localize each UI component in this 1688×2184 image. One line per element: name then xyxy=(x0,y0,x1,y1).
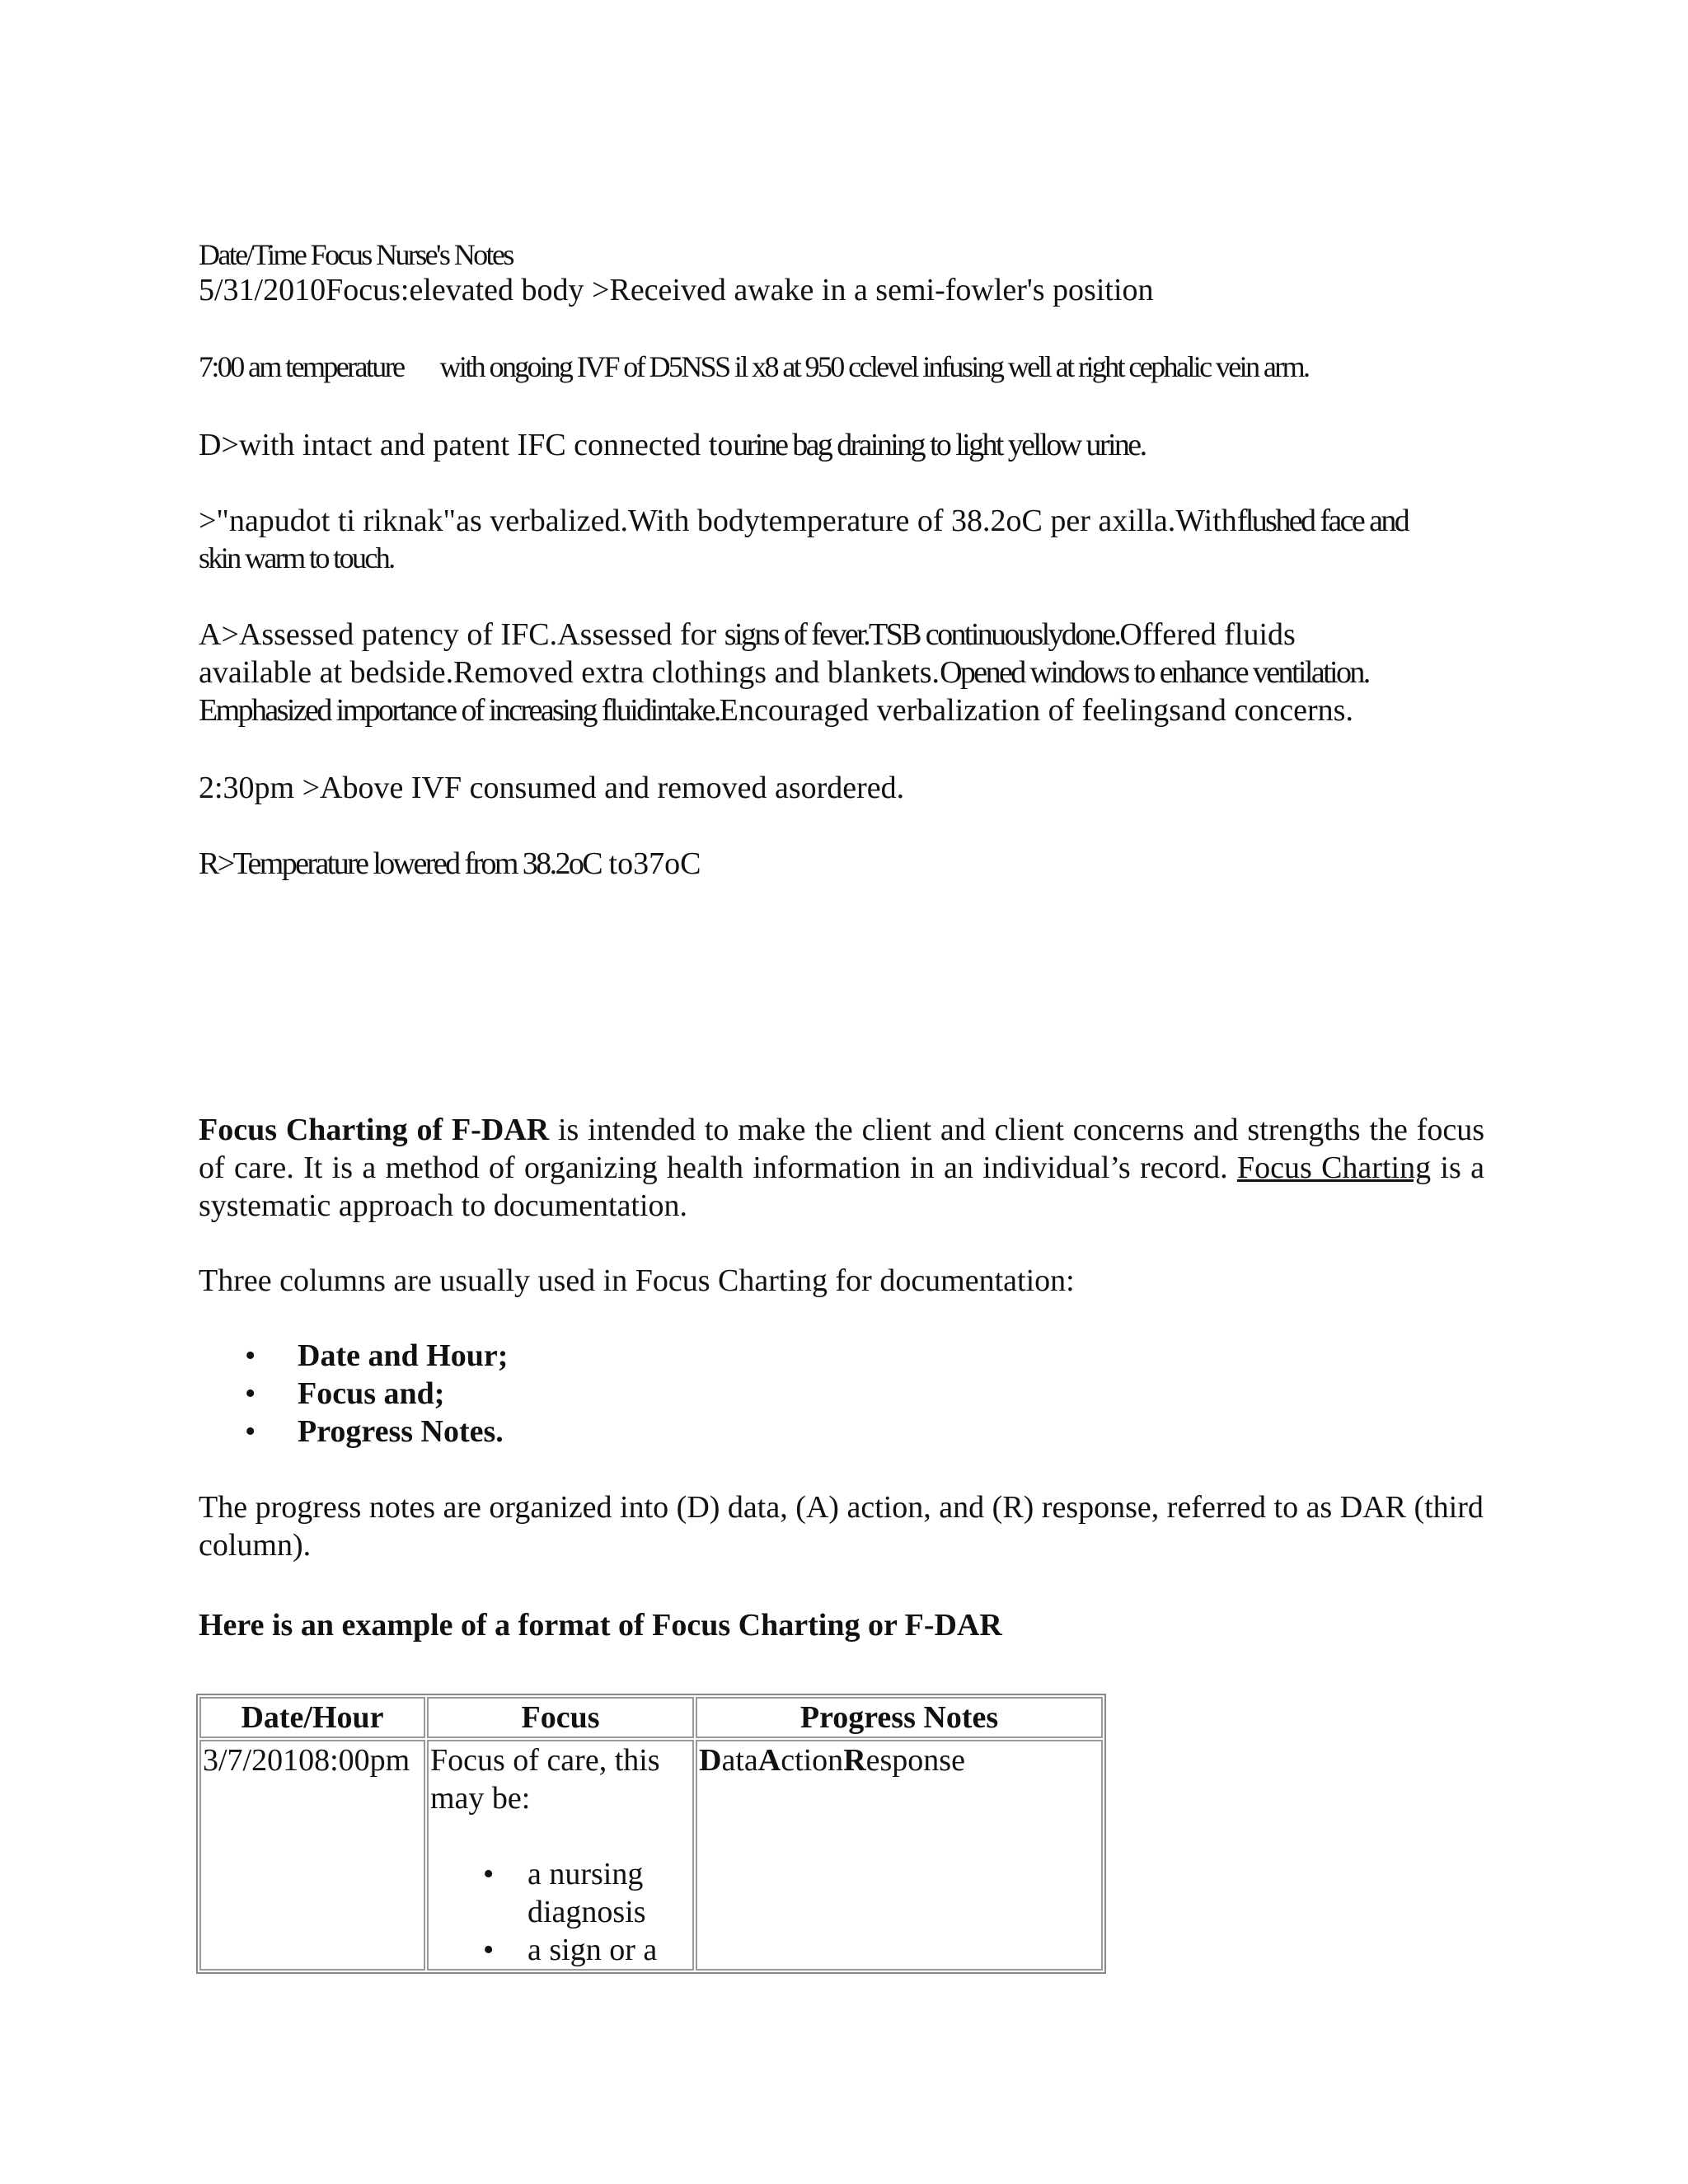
notes-header: Date/Time Focus Nurse's Notes xyxy=(199,238,513,271)
notes-ivf-text: with ongoing IVF of D5NSS il x8 at 950 cclevel infusing well at right cephalic vein arm. xyxy=(439,350,1309,383)
progress-a-rest: ction xyxy=(781,1743,844,1778)
list-item: • a nursing diagnosis xyxy=(430,1855,691,1931)
focus-charting-intro-text: is intended to make the client and client concerns and strengths the focus of care. It is a method of organizing health information in an individual’s record. xyxy=(199,1113,1484,1185)
columns-sentence: Three columns are usually used in Focus Charting for documentation: xyxy=(199,1263,1075,1298)
notes-action-text-3a: Emphasized importance of increasing fluidintake. xyxy=(199,693,720,728)
notes-data-line xyxy=(199,427,1145,463)
focus-list xyxy=(430,1855,691,1969)
notes-verbalized-line xyxy=(199,503,1408,539)
fdar-example-table xyxy=(196,1694,1106,1974)
notes-action-line-3 xyxy=(199,692,1353,729)
header-date-hour: Date/Hour xyxy=(199,1697,425,1738)
notes-action-line-1 xyxy=(199,616,1296,653)
cell-progress xyxy=(696,1740,1103,1971)
dar-sentence: The progress notes are organized into (D) data, (A) action, and (R) response, referred to as DAR (third column). xyxy=(199,1490,1484,1563)
table-row xyxy=(199,1740,1103,1971)
notes-skin-line: skin warm to touch. xyxy=(199,541,394,574)
progress-a-letter: A xyxy=(757,1743,781,1778)
example-heading: Here is an example of a format of Focus Charting or F-DAR xyxy=(199,1608,1002,1643)
header-progress-notes: Progress Notes xyxy=(696,1697,1103,1738)
notes-data-text-b: urine bag draining to light yellow urine. xyxy=(733,428,1146,462)
notes-time-7am: 7:00 am temperature xyxy=(199,350,404,383)
notes-action-text-1a: A>Assessed patency of IFC.Assessed for xyxy=(199,617,717,652)
progress-r-letter: R xyxy=(843,1743,866,1778)
notes-line-7am xyxy=(199,349,1308,384)
notes-action-text-1c: Offered fluids xyxy=(1119,617,1296,652)
notes-verbal-text-a: >"napudot ti riknak"as verbalized.With bodytemperature of 38.2oC per axilla.With xyxy=(199,504,1237,538)
notes-action-text-1b: signs of fever.TSB continuouslydone. xyxy=(724,617,1120,652)
focus-intro: Focus of care, this may be: xyxy=(430,1743,660,1816)
columns-list xyxy=(199,1337,508,1451)
notes-verbal-text-b: flushed face and xyxy=(1236,504,1409,538)
focus-charting-intro-tail: is a systematic approach to documentation. xyxy=(199,1151,1485,1223)
focus-charting-title: Focus Charting of F-DAR xyxy=(199,1113,550,1147)
notes-action-text-2b: Opened windows to enhance ventilation. xyxy=(940,655,1369,690)
notes-data-text-a: D>with intact and patent IFC connected to xyxy=(199,428,734,462)
list-item: • a sign or a xyxy=(430,1931,691,1969)
cell-date: 3/7/20108:00pm xyxy=(199,1740,425,1971)
list-item: • Progress Notes. xyxy=(199,1413,508,1451)
notes-response-text-a: R>Temperature lowered from 38.2oC xyxy=(199,846,602,881)
notes-action-line-2 xyxy=(199,654,1369,691)
notes-response-line xyxy=(199,846,701,882)
focus-charting-link[interactable]: Focus Charting xyxy=(1236,1151,1432,1185)
table-header-row xyxy=(199,1697,1103,1738)
list-item: • Date and Hour; xyxy=(199,1337,508,1375)
progress-r-rest: esponse xyxy=(865,1743,965,1778)
notes-line-date-focus: 5/31/2010Focus:elevated body >Received awake in a semi-fowler's position xyxy=(199,273,1154,307)
list-item: • Focus and; xyxy=(199,1375,508,1413)
notes-action-text-3b: Encouraged verbalization of feelingsand concerns. xyxy=(719,693,1353,728)
notes-response-text-b: to37oC xyxy=(608,846,701,881)
cell-focus xyxy=(427,1740,694,1971)
focus-charting-intro xyxy=(199,1111,1484,1225)
header-focus: Focus xyxy=(427,1697,694,1738)
progress-d-rest: ata xyxy=(721,1743,758,1778)
progress-d-letter: D xyxy=(699,1743,722,1778)
notes-230pm-line: 2:30pm >Above IVF consumed and removed asordered. xyxy=(199,771,905,805)
notes-action-text-2a: available at bedside.Removed extra clothings and blankets. xyxy=(199,655,940,690)
